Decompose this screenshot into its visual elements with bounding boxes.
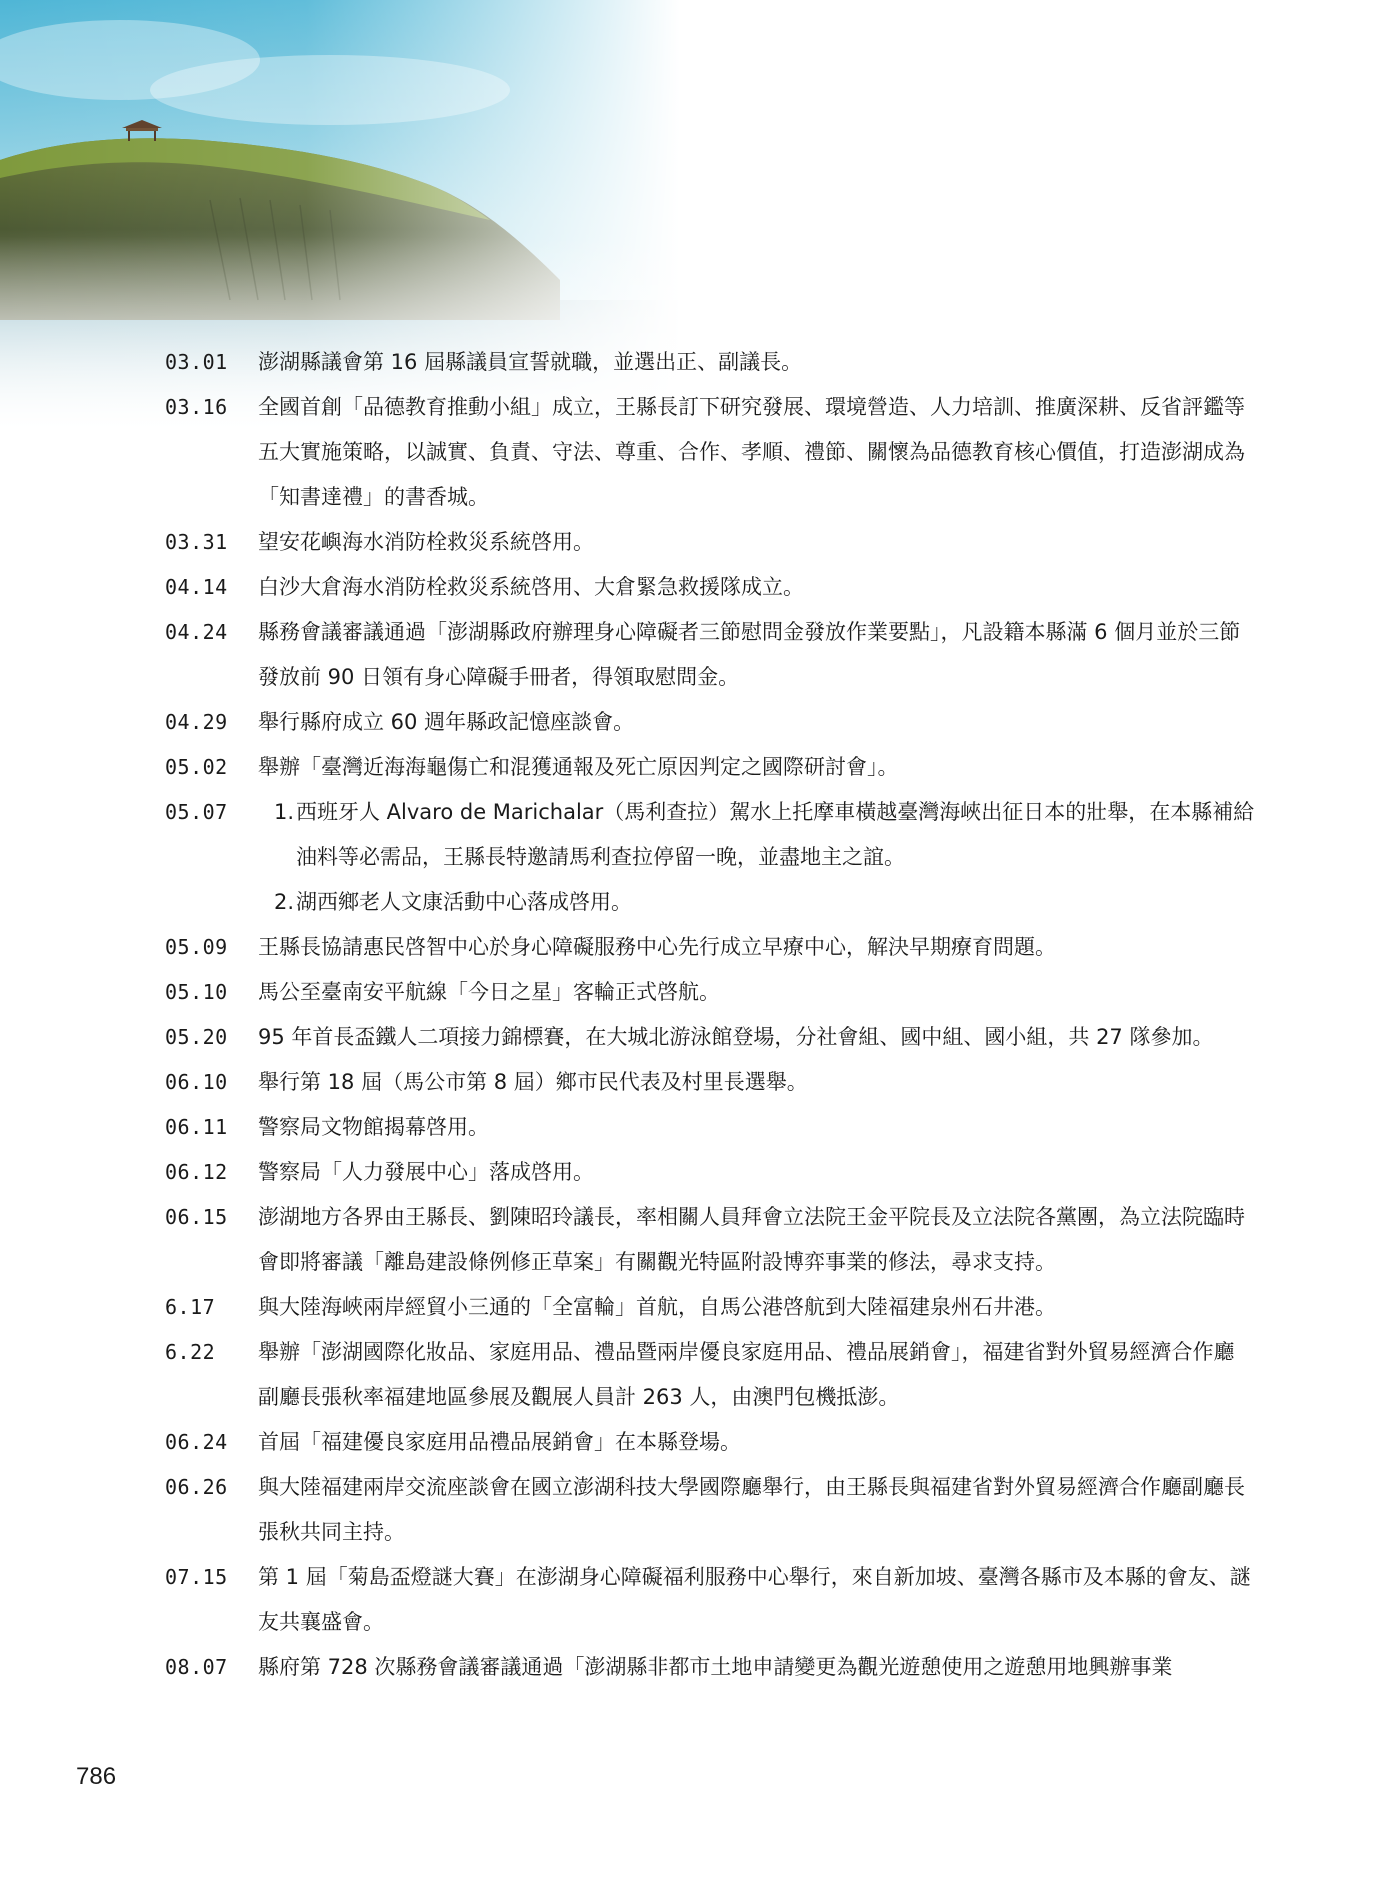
- entry-body: [258, 1285, 1255, 1330]
- entry-text: 首屆「福建優良家庭用品禮品展銷會」在本縣登場。: [258, 1430, 741, 1454]
- entry-body: [258, 925, 1255, 970]
- chronicle-entry: [165, 385, 1255, 520]
- entry-text: 95 年首長盃鐵人二項接力錦標賽，在大城北游泳館登場，分社會組、國中組、國小組，共 27 隊參加。: [258, 1025, 1214, 1049]
- chronicle-entry: [165, 1420, 1255, 1465]
- entry-date: 05.02: [165, 755, 228, 779]
- entry-text: 舉行第 18 屆（馬公市第 8 屆）鄉市民代表及村里長選舉。: [258, 1070, 808, 1094]
- entry-body: [258, 790, 1255, 925]
- chronicle-entry: [165, 745, 1255, 790]
- entry-date: 03.31: [165, 530, 228, 554]
- chronicle-entry: [165, 520, 1255, 565]
- entry-text: 第 1 屆「菊島盃燈謎大賽」在澎湖身心障礙福利服務中心舉行，來自新加坡、臺灣各縣市及本縣的會友、謎友共襄盛會。: [258, 1565, 1251, 1634]
- entry-body: [258, 1555, 1255, 1645]
- chronicle-list: [165, 340, 1255, 1690]
- entry-date: 06.10: [165, 1070, 228, 1094]
- chronicle-entry: [165, 1195, 1255, 1285]
- entry-text: 舉行縣府成立 60 週年縣政記憶座談會。: [258, 710, 635, 734]
- entry-text: 白沙大倉海水消防栓救災系統啓用、大倉緊急救援隊成立。: [258, 575, 804, 599]
- entry-sub-item: [258, 790, 1255, 880]
- entry-date: 6.22: [165, 1340, 216, 1364]
- entry-text: 警察局「人力發展中心」落成啓用。: [258, 1160, 594, 1184]
- entry-date: 06.15: [165, 1205, 228, 1229]
- entry-body: [258, 1105, 1255, 1150]
- entry-body: [258, 745, 1255, 790]
- entry-body: [258, 385, 1255, 520]
- chronicle-entry: [165, 610, 1255, 700]
- chronicle-entry: [165, 565, 1255, 610]
- entry-body: [258, 1420, 1255, 1465]
- entry-text: 王縣長協請惠民啓智中心於身心障礙服務中心先行成立早療中心，解決早期療育問題。: [258, 935, 1056, 959]
- entry-body: [258, 610, 1255, 700]
- sub-item-number: 2.: [273, 890, 294, 914]
- chronicle-entry: [165, 925, 1255, 970]
- entry-date: 6.17: [165, 1295, 216, 1319]
- entry-body: [258, 700, 1255, 745]
- entry-text: 舉辦「臺灣近海海龜傷亡和混獲通報及死亡原因判定之國際研討會」。: [258, 755, 899, 779]
- entry-text: 澎湖縣議會第 16 屆縣議員宣誓就職，並選出正、副議長。: [258, 350, 803, 374]
- chronicle-entry: [165, 1645, 1255, 1690]
- entry-text: 馬公至臺南安平航線「今日之星」客輪正式啓航。: [258, 980, 720, 1004]
- entry-date: 07.15: [165, 1565, 228, 1589]
- entry-body: [258, 1330, 1255, 1420]
- entry-sub-item: [258, 880, 1255, 925]
- entry-body: [258, 1060, 1255, 1105]
- entry-date: 04.14: [165, 575, 228, 599]
- entry-text: 全國首創「品德教育推動小組」成立，王縣長訂下研究發展、環境營造、人力培訓、推廣深耕、反省評鑑等五大實施策略，以誠實、負責、守法、尊重、合作、孝順、禮節、關懷為品德教育核心價值，打造澎湖成為「知書達禮」的書香城。: [258, 395, 1245, 509]
- entry-body: [258, 1015, 1255, 1060]
- entry-body: [258, 1465, 1255, 1555]
- entry-body: [258, 1150, 1255, 1195]
- entry-body: [258, 970, 1255, 1015]
- entry-text: 舉辦「澎湖國際化妝品、家庭用品、禮品暨兩岸優良家庭用品、禮品展銷會」，福建省對外貿易經濟合作廳副廳長張秋率福建地區參展及觀展人員計 263 人，由澳門包機抵澎。: [258, 1340, 1235, 1409]
- entry-date: 06.26: [165, 1475, 228, 1499]
- entry-date: 03.16: [165, 395, 228, 419]
- entry-text: 警察局文物館揭幕啓用。: [258, 1115, 489, 1139]
- chronicle-entry: [165, 1330, 1255, 1420]
- sub-item-number: 1.: [273, 800, 294, 824]
- chronicle-entry: [165, 1105, 1255, 1150]
- entry-date: 04.29: [165, 710, 228, 734]
- chronicle-entry: [165, 970, 1255, 1015]
- sub-item-text: 湖西鄉老人文康活動中心落成啓用。: [296, 890, 632, 914]
- entry-body: [258, 1195, 1255, 1285]
- entry-date: 05.20: [165, 1025, 228, 1049]
- entry-date: 06.12: [165, 1160, 228, 1184]
- chronicle-entry: [165, 1465, 1255, 1555]
- chronicle-entry: [165, 790, 1255, 925]
- entry-date: 08.07: [165, 1655, 228, 1679]
- entry-text: 與大陸海峽兩岸經貿小三通的「全富輪」首航，自馬公港啓航到大陸福建泉州石井港。: [258, 1295, 1056, 1319]
- entry-text: 縣府第 728 次縣務會議審議通過「澎湖縣非都市土地申請變更為觀光遊憩使用之遊憩用地興辦事業: [258, 1655, 1173, 1679]
- entry-body: [258, 520, 1255, 565]
- chronicle-entry: [165, 1285, 1255, 1330]
- entry-date: 05.09: [165, 935, 228, 959]
- entry-date: 04.24: [165, 620, 228, 644]
- entry-text: 望安花嶼海水消防栓救災系統啓用。: [258, 530, 594, 554]
- chronicle-entry: [165, 340, 1255, 385]
- entry-date: 05.07: [165, 800, 228, 824]
- entry-text: 澎湖地方各界由王縣長、劉陳昭玲議長，率相關人員拜會立法院王金平院長及立法院各黨團，為立法院臨時會即將審議「離島建設條例修正草案」有關觀光特區附設博弈事業的修法，尋求支持。: [258, 1205, 1245, 1274]
- entry-text: 與大陸福建兩岸交流座談會在國立澎湖科技大學國際廳舉行，由王縣長與福建省對外貿易經濟合作廳副廳長張秋共同主持。: [258, 1475, 1245, 1544]
- chronicle-entry: [165, 1555, 1255, 1645]
- entry-body: [258, 1645, 1255, 1690]
- sub-item-text: 西班牙人 Alvaro de Marichalar（馬利查拉）駕水上托摩車橫越臺灣海峽出征日本的壯舉，在本縣補給油料等必需品，王縣長特邀請馬利查拉停留一晚，並盡地主之誼。: [296, 800, 1255, 869]
- entry-body: [258, 340, 1255, 385]
- entry-body: [258, 565, 1255, 610]
- entry-date: 06.24: [165, 1430, 228, 1454]
- entry-date: 06.11: [165, 1115, 228, 1139]
- page-number: 786: [76, 1763, 117, 1790]
- entry-date: 03.01: [165, 350, 228, 374]
- chronicle-entry: [165, 1150, 1255, 1195]
- entry-date: 05.10: [165, 980, 228, 1004]
- chronicle-entry: [165, 1015, 1255, 1060]
- chronicle-entry: [165, 700, 1255, 745]
- entry-text: 縣務會議審議通過「澎湖縣政府辦理身心障礙者三節慰問金發放作業要點」，凡設籍本縣滿 6 個月並於三節發放前 90 日領有身心障礙手冊者，得領取慰問金。: [258, 620, 1241, 689]
- chronicle-entry: [165, 1060, 1255, 1105]
